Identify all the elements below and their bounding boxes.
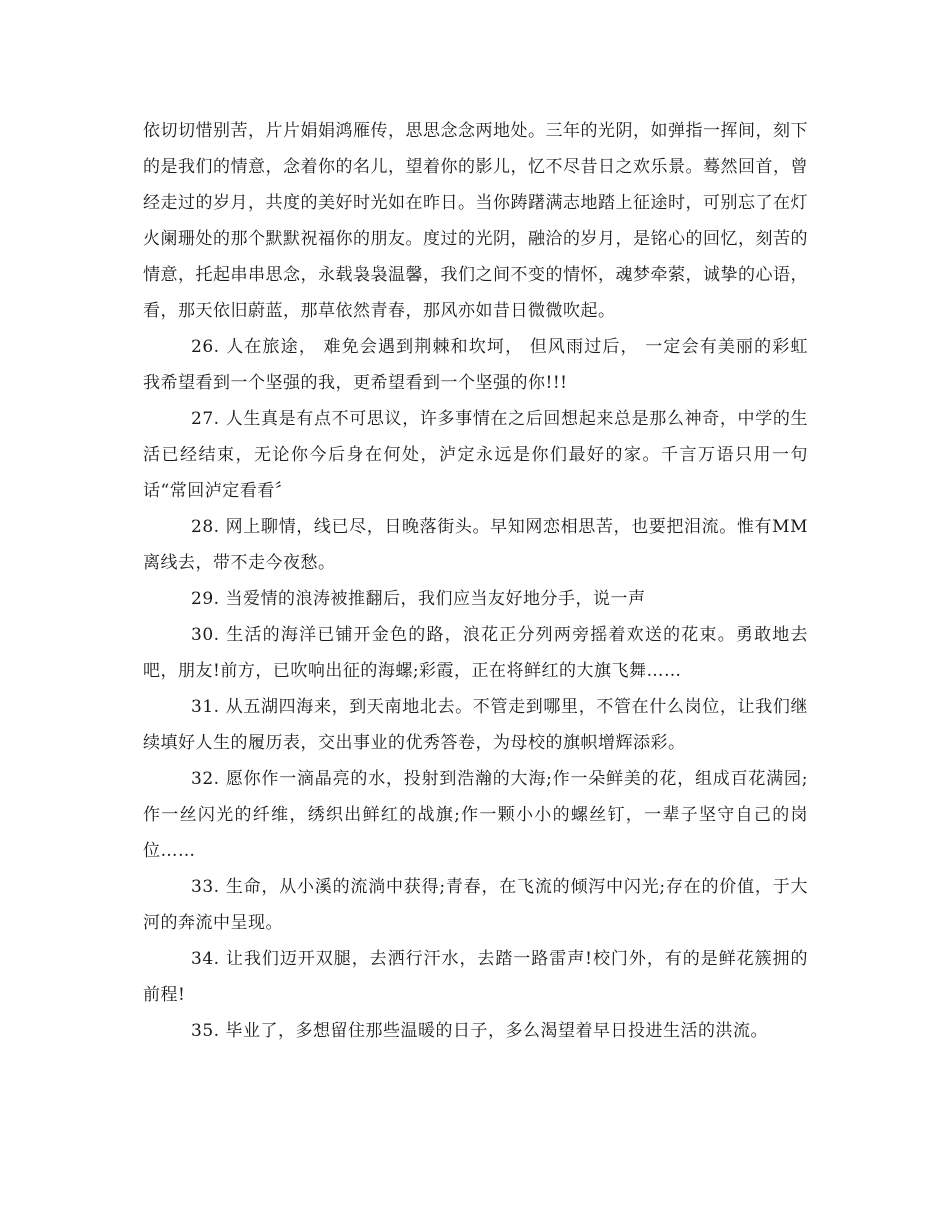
intro-paragraph: 依切切惜别苦，片片娟娟鸿雁传，思思念念两地处。三年的光阴，如弹指一挥间，刻下的是我们的情意，念着你的名儿，望着你的影儿，忆不尽昔日之欢乐景。蓦然回首，曾经走过的岁月，共度的美好时光如在昨日。当你踌躇满志地踏上征途时，可别忘了在灯火阑珊处的那个默默祝福你的朋友。度过的光阴，融洽的岁月，是铭心的回忆，刻苦的情意，托起串串思念，永载袅袅温馨，我们之间不变的情怀，魂梦牵萦，诚挚的心语，看，那天依旧蔚蓝，那草依然青春，那风亦如昔日微微吹起。: [143, 121, 808, 321]
item-number: 29.: [191, 589, 220, 609]
list-item: [143, 617, 808, 689]
item-text: 生活的海洋已铺开金色的路，浪花正分列两旁摇着欢送的花束。勇敢地去吧，朋友!前方，已吹响出征的海螺;彩霞，正在将鲜红的大旗飞舞……: [143, 625, 808, 681]
item-text: 毕业了，多想留住那些温暖的日子，多么渴望着早日投进生活的洪流。: [225, 1021, 769, 1041]
list-item: [143, 401, 808, 509]
item-number: 32.: [191, 769, 220, 789]
item-number: 30.: [191, 625, 220, 645]
item-number: 33.: [191, 877, 220, 897]
item-text: 从五湖四海来，到天南地北去。不管走到哪里，不管在什么岗位，让我们继续填好人生的履历表，交出事业的优秀答卷，为母校的旗帜增辉添彩。: [143, 697, 808, 753]
list-item: [143, 941, 808, 1013]
list-item: [143, 689, 808, 761]
list-item: [143, 581, 808, 617]
item-text: 当爱情的浪涛被推翻后，我们应当友好地分手，说一声: [225, 589, 646, 609]
item-number: 34.: [191, 949, 220, 969]
list-item: [143, 509, 808, 581]
item-number: 31.: [191, 697, 220, 717]
item-text: 人生真是有点不可思议，许多事情在之后回想起来总是那么神奇，中学的生活已经结束，无论你今后身在何处，泸定永远是你们最好的家。千言万语只用一句话“常回泸定看看〞: [143, 409, 808, 501]
document-body: [143, 113, 808, 1049]
list-item: [143, 869, 808, 941]
list-item: [143, 1013, 808, 1049]
item-text: 生命，从小溪的流淌中获得;青春，在飞流的倾泻中闪光;存在的价值，于大河的奔流中呈现。: [143, 877, 808, 933]
item-text: 人在旅途， 难免会遇到荆棘和坎坷， 但风雨过后， 一定会有美丽的彩虹 我希望看到一个坚强的我，更希望看到一个坚强的你!!!: [143, 337, 808, 393]
item-text: 让我们迈开双腿，去洒行汗水，去踏一路雷声!校门外，有的是鲜花簇拥的前程!: [143, 949, 808, 1005]
item-text: 网上聊情，线已尽，日晚落街头。早知网恋相思苦，也要把泪流。惟有MM离线去，带不走今夜愁。: [143, 517, 808, 573]
item-number: 26.: [191, 337, 220, 357]
item-number: 28.: [191, 517, 220, 537]
item-number: 27.: [191, 409, 220, 429]
list-item: [143, 329, 808, 401]
list-item: [143, 761, 808, 869]
item-text: 愿你作一滴晶亮的水，投射到浩瀚的大海;作一朵鲜美的花，组成百花满园;作一丝闪光的纤维，绣织出鲜红的战旗;作一颗小小的螺丝钉，一辈子坚守自己的岗位……: [143, 769, 808, 861]
item-number: 35.: [191, 1021, 220, 1041]
